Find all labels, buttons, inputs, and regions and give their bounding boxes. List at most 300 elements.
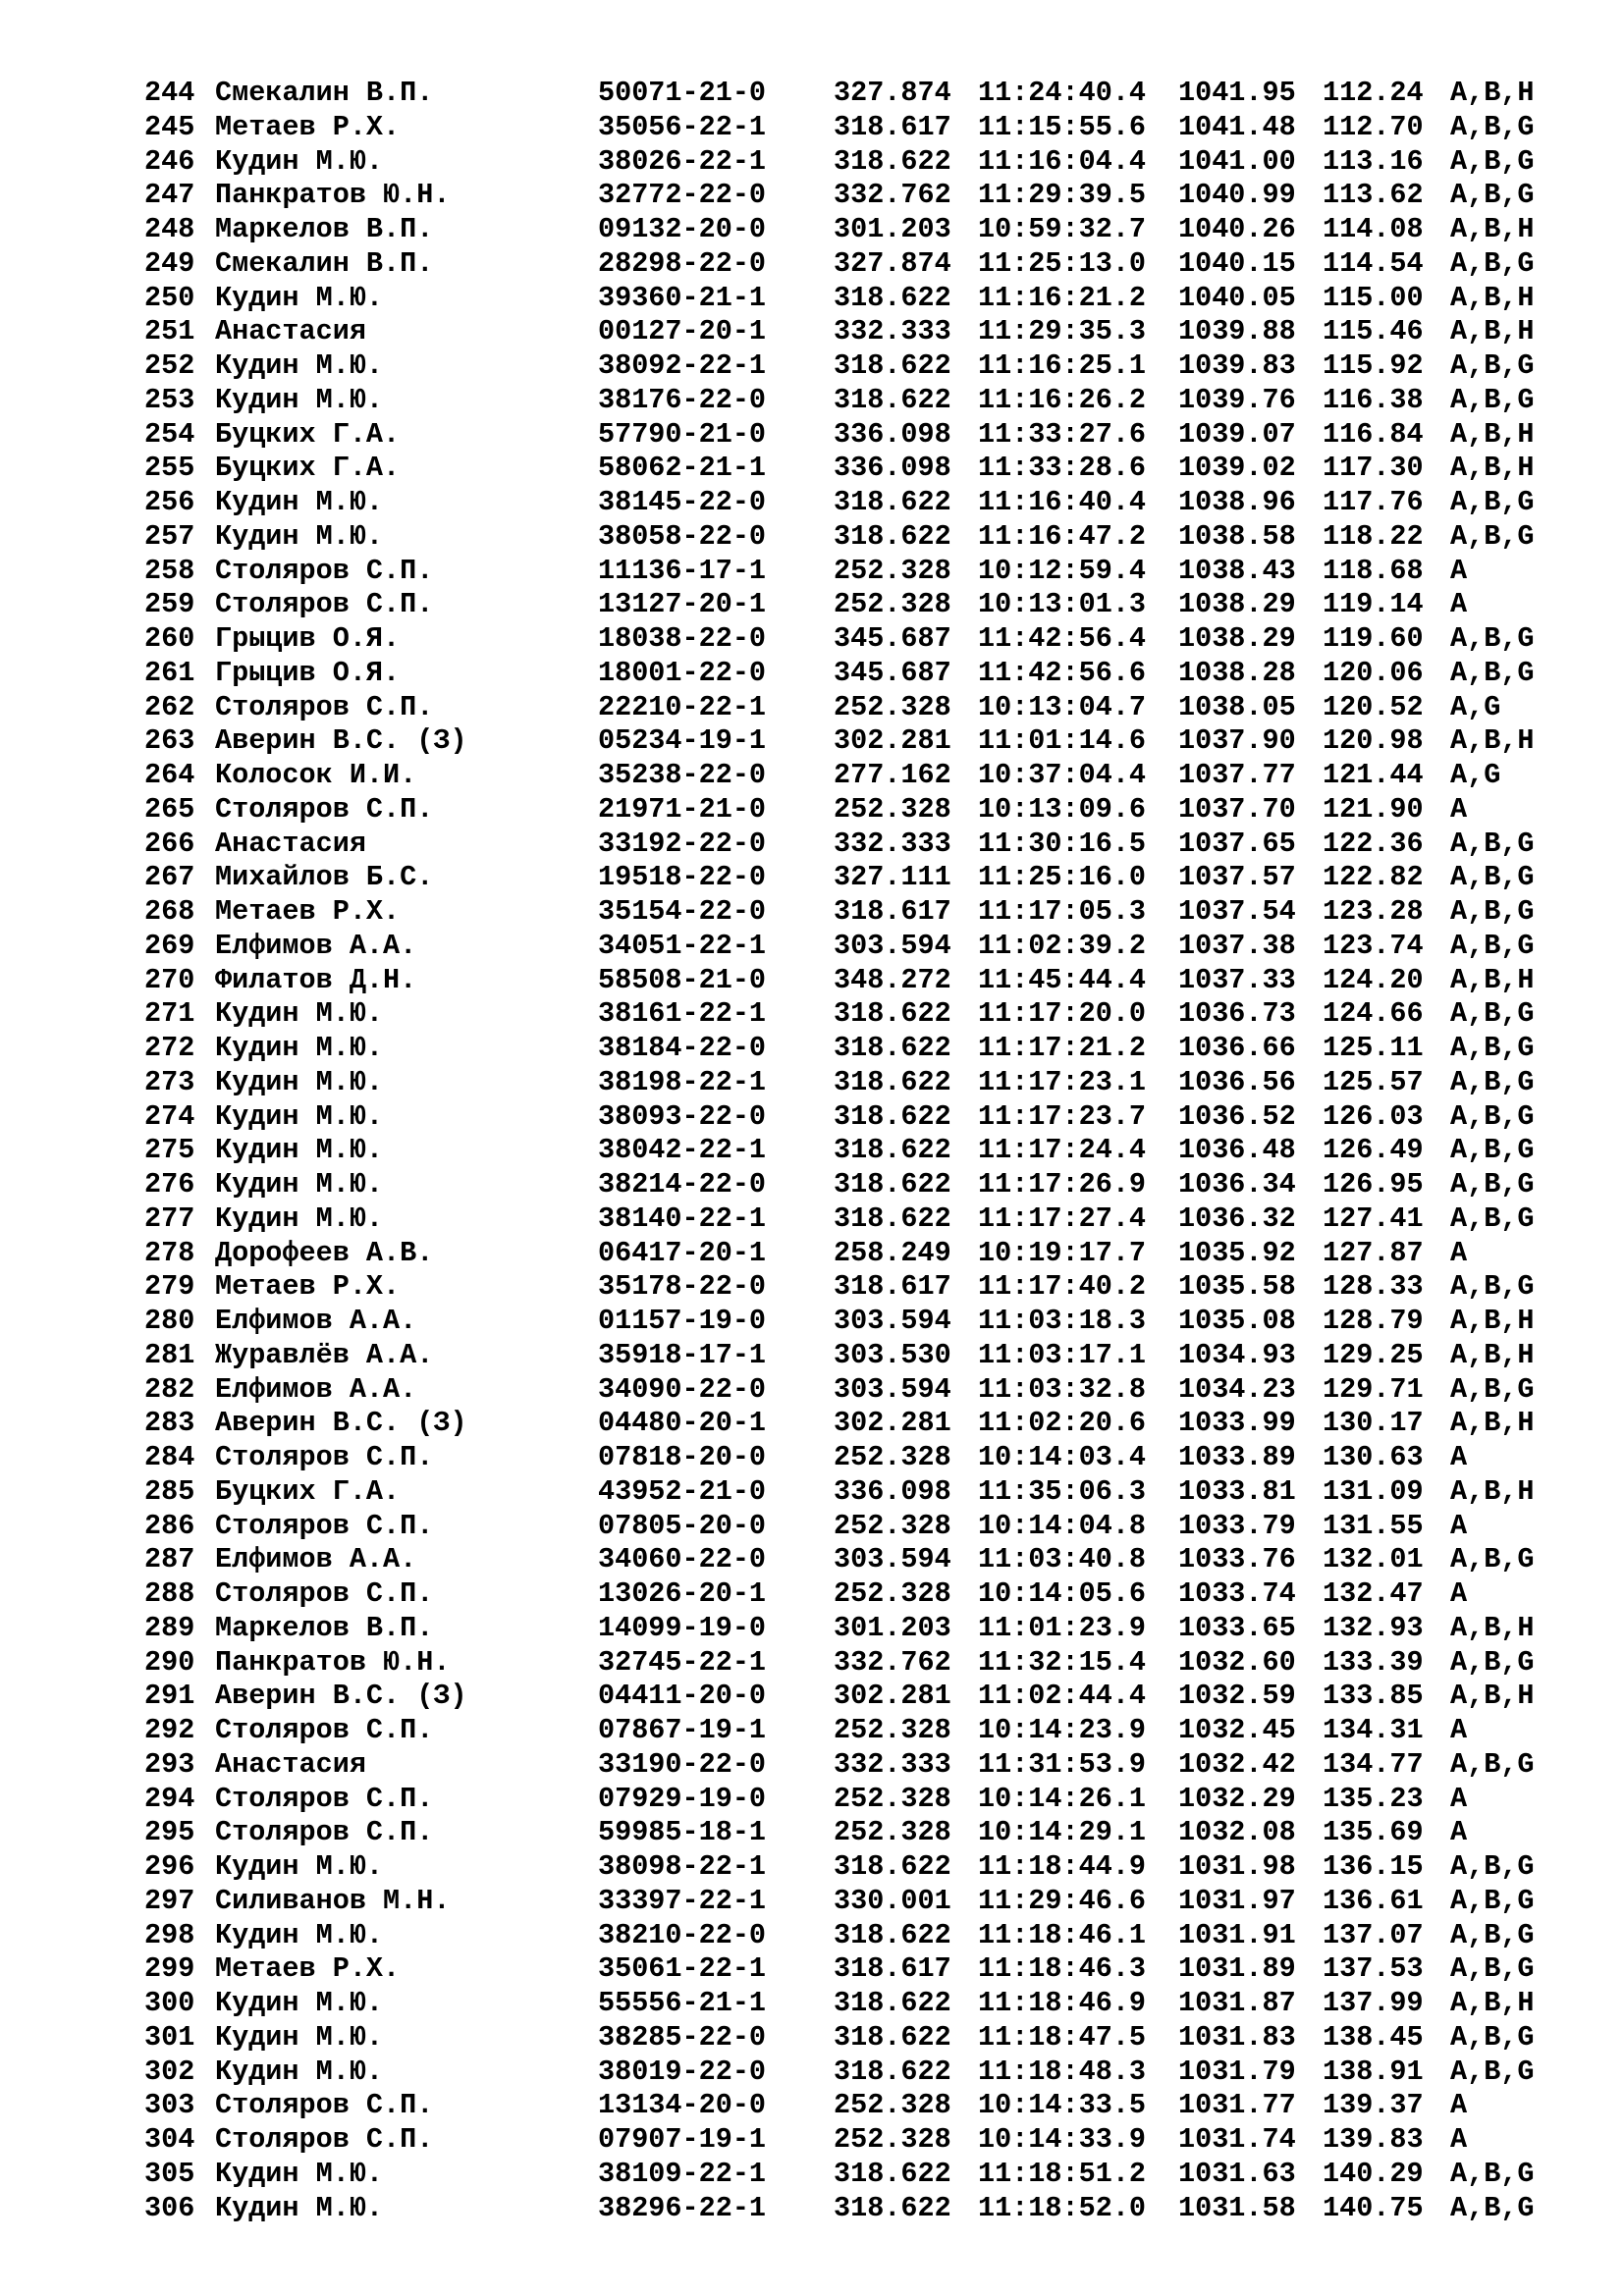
time: 10:59:32.7	[978, 213, 1147, 245]
participant-name: Журавлёв А.А.	[215, 1338, 434, 1371]
record-id: 21971-21-0	[598, 792, 767, 826]
row-number: 264	[144, 759, 195, 791]
record-id: 07867-19-1	[598, 1714, 767, 1746]
participant-name: Кудин М.Ю.	[215, 997, 384, 1031]
record-id: 33192-22-0	[598, 827, 767, 860]
time: 11:15:55.6	[978, 110, 1147, 143]
score-b: 124.66	[1323, 997, 1424, 1031]
participant-name: Анастасия	[215, 1747, 366, 1781]
time: 11:16:40.4	[978, 486, 1147, 518]
score-b: 120.52	[1323, 690, 1424, 723]
value: 318.622	[834, 1918, 951, 1951]
participant-name: Метаев Р.Х.	[215, 1270, 401, 1304]
time: 11:18:47.5	[978, 2020, 1147, 2054]
flags: A,B,G	[1450, 1918, 1535, 1951]
score-a: 1038.43	[1178, 554, 1296, 587]
score-a: 1036.56	[1178, 1065, 1296, 1098]
participant-name: Елфимов А.А.	[215, 929, 417, 962]
score-a: 1037.38	[1178, 929, 1296, 962]
time: 10:14:29.1	[978, 1816, 1147, 1849]
value: 302.281	[834, 1680, 951, 1713]
value: 318.617	[834, 1270, 951, 1304]
time: 11:02:44.4	[978, 1680, 1147, 1713]
score-b: 122.36	[1323, 827, 1424, 860]
value: 332.762	[834, 179, 951, 212]
flags: A,B,G	[1450, 1850, 1535, 1883]
value: 318.622	[834, 1065, 951, 1098]
time: 11:01:23.9	[978, 1611, 1147, 1644]
value: 327.111	[834, 861, 951, 894]
score-a: 1037.90	[1178, 724, 1296, 758]
record-id: 34060-22-0	[598, 1543, 767, 1576]
value: 252.328	[834, 1441, 951, 1473]
row-number: 252	[144, 349, 195, 382]
score-a: 1034.93	[1178, 1338, 1296, 1371]
participant-name: Кудин М.Ю.	[215, 349, 384, 382]
score-b: 130.63	[1323, 1441, 1424, 1473]
score-b: 139.37	[1323, 2089, 1424, 2122]
time: 11:16:25.1	[978, 349, 1147, 382]
row-number: 288	[144, 1577, 195, 1610]
record-id: 43952-21-0	[598, 1474, 767, 1508]
score-b: 115.92	[1323, 349, 1424, 382]
score-a: 1035.08	[1178, 1305, 1296, 1337]
value: 252.328	[834, 2089, 951, 2122]
time: 11:16:26.2	[978, 383, 1147, 416]
score-a: 1031.63	[1178, 2157, 1296, 2190]
record-id: 38161-22-1	[598, 997, 767, 1031]
value: 277.162	[834, 759, 951, 791]
record-id: 28298-22-0	[598, 246, 767, 280]
score-b: 116.38	[1323, 383, 1424, 416]
score-a: 1036.48	[1178, 1134, 1296, 1167]
row-number: 258	[144, 554, 195, 587]
participant-name: Кудин М.Ю.	[215, 1065, 384, 1098]
flags: A,B,G	[1450, 1952, 1535, 1986]
score-b: 123.28	[1323, 895, 1424, 928]
row-number: 268	[144, 895, 195, 928]
score-b: 123.74	[1323, 929, 1424, 962]
participant-name: Кудин М.Ю.	[215, 2157, 384, 2190]
value: 318.622	[834, 486, 951, 518]
value: 327.874	[834, 246, 951, 280]
record-id: 38093-22-0	[598, 1099, 767, 1133]
flags: A,B,G	[1450, 349, 1535, 382]
row-number: 256	[144, 486, 195, 518]
score-a: 1032.08	[1178, 1816, 1296, 1849]
value: 332.762	[834, 1645, 951, 1679]
row-number: 263	[144, 724, 195, 758]
value: 336.098	[834, 417, 951, 451]
flags: A	[1450, 1441, 1468, 1473]
flags: A	[1450, 1816, 1468, 1849]
time: 10:14:26.1	[978, 1782, 1147, 1815]
score-b: 117.76	[1323, 486, 1424, 518]
score-a: 1039.02	[1178, 452, 1296, 485]
flags: A,B,G	[1450, 1099, 1535, 1133]
value: 252.328	[834, 1782, 951, 1815]
record-id: 50071-21-0	[598, 77, 767, 109]
time: 11:16:47.2	[978, 519, 1147, 553]
value: 318.622	[834, 2191, 951, 2224]
time: 11:18:46.9	[978, 1987, 1147, 2019]
record-id: 33190-22-0	[598, 1747, 767, 1781]
flags: A,B,G	[1450, 656, 1535, 689]
score-b: 124.20	[1323, 963, 1424, 996]
value: 302.281	[834, 724, 951, 758]
time: 11:18:52.0	[978, 2191, 1147, 2224]
score-b: 133.85	[1323, 1680, 1424, 1713]
time: 11:30:16.5	[978, 827, 1147, 860]
flags: A,B,H	[1450, 452, 1535, 485]
row-number: 260	[144, 622, 195, 655]
score-a: 1032.29	[1178, 1782, 1296, 1815]
record-id: 07929-19-0	[598, 1782, 767, 1815]
value: 301.203	[834, 213, 951, 245]
participant-name: Столяров С.П.	[215, 1509, 434, 1542]
score-a: 1031.77	[1178, 2089, 1296, 2122]
time: 11:29:46.6	[978, 1884, 1147, 1917]
participant-name: Аверин В.С. (З)	[215, 724, 467, 758]
value: 302.281	[834, 1407, 951, 1440]
score-b: 140.75	[1323, 2191, 1424, 2224]
record-id: 35061-22-1	[598, 1952, 767, 1986]
participant-name: Кудин М.Ю.	[215, 281, 384, 314]
score-a: 1033.76	[1178, 1543, 1296, 1576]
score-b: 138.45	[1323, 2020, 1424, 2054]
time: 11:17:23.7	[978, 1099, 1147, 1133]
row-number: 305	[144, 2157, 195, 2190]
participant-name: Смекалин В.П.	[215, 246, 434, 280]
record-id: 58508-21-0	[598, 963, 767, 996]
score-a: 1033.74	[1178, 1577, 1296, 1610]
score-b: 126.03	[1323, 1099, 1424, 1133]
row-number: 292	[144, 1714, 195, 1746]
value: 345.687	[834, 622, 951, 655]
score-b: 121.90	[1323, 792, 1424, 826]
flags: A	[1450, 1236, 1468, 1269]
flags: A	[1450, 588, 1468, 621]
row-number: 306	[144, 2191, 195, 2224]
participant-name: Михайлов Б.С.	[215, 861, 434, 894]
value: 336.098	[834, 1474, 951, 1508]
value: 345.687	[834, 656, 951, 689]
value: 327.874	[834, 77, 951, 109]
score-b: 136.61	[1323, 1884, 1424, 1917]
row-number: 286	[144, 1509, 195, 1542]
flags: A,B,H	[1450, 1338, 1535, 1371]
time: 10:37:04.4	[978, 759, 1147, 791]
participant-name: Кудин М.Ю.	[215, 144, 384, 178]
score-a: 1033.79	[1178, 1509, 1296, 1542]
record-id: 39360-21-1	[598, 281, 767, 314]
score-a: 1033.89	[1178, 1441, 1296, 1473]
score-a: 1036.66	[1178, 1032, 1296, 1064]
participant-name: Столяров С.П.	[215, 1441, 434, 1473]
score-a: 1038.29	[1178, 588, 1296, 621]
record-id: 07805-20-0	[598, 1509, 767, 1542]
row-number: 271	[144, 997, 195, 1031]
time: 11:31:53.9	[978, 1747, 1147, 1781]
time: 11:42:56.4	[978, 622, 1147, 655]
score-a: 1041.00	[1178, 144, 1296, 178]
row-number: 294	[144, 1782, 195, 1815]
flags: A,B,G	[1450, 622, 1535, 655]
flags: A,B,H	[1450, 315, 1535, 348]
participant-name: Метаев Р.Х.	[215, 895, 401, 928]
participant-name: Елфимов А.А.	[215, 1305, 417, 1337]
participant-name: Маркелов В.П.	[215, 213, 434, 245]
time: 11:03:40.8	[978, 1543, 1147, 1576]
score-a: 1036.52	[1178, 1099, 1296, 1133]
row-number: 259	[144, 588, 195, 621]
participant-name: Кудин М.Ю.	[215, 1168, 384, 1201]
row-number: 270	[144, 963, 195, 996]
score-b: 127.87	[1323, 1236, 1424, 1269]
flags: A,B,G	[1450, 179, 1535, 212]
participant-name: Столяров С.П.	[215, 1782, 434, 1815]
score-a: 1037.57	[1178, 861, 1296, 894]
record-id: 18001-22-0	[598, 656, 767, 689]
record-id: 01157-19-0	[598, 1305, 767, 1337]
record-id: 38198-22-1	[598, 1065, 767, 1098]
time: 11:17:26.9	[978, 1168, 1147, 1201]
record-id: 38210-22-0	[598, 1918, 767, 1951]
score-b: 134.77	[1323, 1747, 1424, 1781]
participant-name: Кудин М.Ю.	[215, 1099, 384, 1133]
flags: A,B,G	[1450, 1201, 1535, 1235]
score-b: 132.01	[1323, 1543, 1424, 1576]
time: 11:45:44.4	[978, 963, 1147, 996]
score-b: 113.62	[1323, 179, 1424, 212]
score-b: 118.68	[1323, 554, 1424, 587]
record-id: 58062-21-1	[598, 452, 767, 485]
score-a: 1040.26	[1178, 213, 1296, 245]
value: 318.622	[834, 349, 951, 382]
time: 11:02:20.6	[978, 1407, 1147, 1440]
flags: A,B,G	[1450, 827, 1535, 860]
value: 318.622	[834, 1987, 951, 2019]
row-number: 261	[144, 656, 195, 689]
record-id: 06417-20-1	[598, 1236, 767, 1269]
record-id: 38019-22-0	[598, 2055, 767, 2088]
participant-name: Панкратов Ю.Н.	[215, 179, 451, 212]
flags: A,B,H	[1450, 281, 1535, 314]
score-a: 1038.96	[1178, 486, 1296, 518]
score-b: 116.84	[1323, 417, 1424, 451]
score-b: 114.54	[1323, 246, 1424, 280]
time: 11:18:51.2	[978, 2157, 1147, 2190]
time: 11:25:16.0	[978, 861, 1147, 894]
record-id: 35918-17-1	[598, 1338, 767, 1371]
record-id: 35056-22-1	[598, 110, 767, 143]
value: 332.333	[834, 1747, 951, 1781]
row-number: 276	[144, 1168, 195, 1201]
row-number: 266	[144, 827, 195, 860]
time: 11:17:24.4	[978, 1134, 1147, 1167]
score-b: 129.25	[1323, 1338, 1424, 1371]
value: 318.622	[834, 1850, 951, 1883]
participant-name: Грыцив О.Я.	[215, 656, 401, 689]
time: 11:18:48.3	[978, 2055, 1147, 2088]
score-a: 1036.34	[1178, 1168, 1296, 1201]
score-b: 135.69	[1323, 1816, 1424, 1849]
row-number: 301	[144, 2020, 195, 2054]
row-number: 254	[144, 417, 195, 451]
score-a: 1039.07	[1178, 417, 1296, 451]
value: 252.328	[834, 792, 951, 826]
value: 318.622	[834, 1099, 951, 1133]
time: 11:18:46.3	[978, 1952, 1147, 1986]
score-b: 119.14	[1323, 588, 1424, 621]
participant-name: Столяров С.П.	[215, 588, 434, 621]
record-id: 32745-22-1	[598, 1645, 767, 1679]
score-a: 1037.33	[1178, 963, 1296, 996]
score-a: 1031.83	[1178, 2020, 1296, 2054]
score-a: 1035.58	[1178, 1270, 1296, 1304]
row-number: 295	[144, 1816, 195, 1849]
row-number: 299	[144, 1952, 195, 1986]
score-a: 1031.98	[1178, 1850, 1296, 1883]
flags: A	[1450, 2089, 1468, 2122]
row-number: 273	[144, 1065, 195, 1098]
flags: A,B,G	[1450, 2157, 1535, 2190]
value: 336.098	[834, 452, 951, 485]
score-b: 121.44	[1323, 759, 1424, 791]
row-number: 300	[144, 1987, 195, 2019]
value: 252.328	[834, 1816, 951, 1849]
flags: A,B,G	[1450, 1645, 1535, 1679]
record-id: 14099-19-0	[598, 1611, 767, 1644]
score-a: 1031.91	[1178, 1918, 1296, 1951]
value: 252.328	[834, 1509, 951, 1542]
value: 318.622	[834, 2157, 951, 2190]
row-number: 287	[144, 1543, 195, 1576]
time: 10:14:05.6	[978, 1577, 1147, 1610]
record-id: 38184-22-0	[598, 1032, 767, 1064]
flags: A	[1450, 554, 1468, 587]
flags: A,B,H	[1450, 1474, 1535, 1508]
flags: A	[1450, 1782, 1468, 1815]
record-id: 38176-22-0	[598, 383, 767, 416]
participant-name: Столяров С.П.	[215, 1714, 434, 1746]
time: 11:32:15.4	[978, 1645, 1147, 1679]
participant-name: Кудин М.Ю.	[215, 383, 384, 416]
time: 11:25:13.0	[978, 246, 1147, 280]
time: 11:42:56.6	[978, 656, 1147, 689]
score-a: 1032.59	[1178, 1680, 1296, 1713]
value: 303.530	[834, 1338, 951, 1371]
record-id: 00127-20-1	[598, 315, 767, 348]
value: 318.617	[834, 895, 951, 928]
score-b: 112.70	[1323, 110, 1424, 143]
flags: A,B,G	[1450, 519, 1535, 553]
score-b: 138.91	[1323, 2055, 1424, 2088]
row-number: 244	[144, 77, 195, 109]
score-a: 1031.74	[1178, 2123, 1296, 2156]
value: 252.328	[834, 1577, 951, 1610]
row-number: 298	[144, 1918, 195, 1951]
score-b: 126.49	[1323, 1134, 1424, 1167]
time: 11:17:20.0	[978, 997, 1147, 1031]
score-b: 135.23	[1323, 1782, 1424, 1815]
time: 11:35:06.3	[978, 1474, 1147, 1508]
value: 301.203	[834, 1611, 951, 1644]
row-number: 280	[144, 1305, 195, 1337]
score-a: 1041.48	[1178, 110, 1296, 143]
record-id: 38285-22-0	[598, 2020, 767, 2054]
record-id: 19518-22-0	[598, 861, 767, 894]
row-number: 284	[144, 1441, 195, 1473]
value: 258.249	[834, 1236, 951, 1269]
row-number: 304	[144, 2123, 195, 2156]
score-b: 139.83	[1323, 2123, 1424, 2156]
score-a: 1031.89	[1178, 1952, 1296, 1986]
value: 318.622	[834, 383, 951, 416]
time: 11:17:23.1	[978, 1065, 1147, 1098]
row-number: 249	[144, 246, 195, 280]
score-a: 1031.79	[1178, 2055, 1296, 2088]
time: 11:17:27.4	[978, 1201, 1147, 1235]
row-number: 289	[144, 1611, 195, 1644]
participant-name: Кудин М.Ю.	[215, 1201, 384, 1235]
score-a: 1040.15	[1178, 246, 1296, 280]
flags: A	[1450, 2123, 1468, 2156]
score-a: 1033.99	[1178, 1407, 1296, 1440]
participant-name: Буцких Г.А.	[215, 1474, 401, 1508]
score-a: 1038.58	[1178, 519, 1296, 553]
score-a: 1039.83	[1178, 349, 1296, 382]
record-id: 35178-22-0	[598, 1270, 767, 1304]
flags: A	[1450, 1509, 1468, 1542]
record-id: 13026-20-1	[598, 1577, 767, 1610]
time: 11:29:35.3	[978, 315, 1147, 348]
flags: A,B,H	[1450, 213, 1535, 245]
flags: A,B,G	[1450, 1270, 1535, 1304]
participant-name: Столяров С.П.	[215, 1816, 434, 1849]
flags: A,B,G	[1450, 861, 1535, 894]
time: 10:14:03.4	[978, 1441, 1147, 1473]
participant-name: Кудин М.Ю.	[215, 1134, 384, 1167]
participant-name: Буцких Г.А.	[215, 452, 401, 485]
participant-name: Кудин М.Ю.	[215, 1987, 384, 2019]
row-number: 303	[144, 2089, 195, 2122]
participant-name: Дорофеев А.В.	[215, 1236, 434, 1269]
value: 318.622	[834, 1201, 951, 1235]
participant-name: Маркелов В.П.	[215, 1611, 434, 1644]
row-number: 281	[144, 1338, 195, 1371]
record-id: 09132-20-0	[598, 213, 767, 245]
flags: A,B,H	[1450, 417, 1535, 451]
time: 10:13:09.6	[978, 792, 1147, 826]
record-id: 35238-22-0	[598, 759, 767, 791]
time: 11:18:46.1	[978, 1918, 1147, 1951]
record-id: 22210-22-1	[598, 690, 767, 723]
time: 11:16:21.2	[978, 281, 1147, 314]
row-number: 251	[144, 315, 195, 348]
value: 318.622	[834, 519, 951, 553]
flags: A,B,G	[1450, 2191, 1535, 2224]
score-a: 1039.88	[1178, 315, 1296, 348]
score-a: 1038.28	[1178, 656, 1296, 689]
time: 11:02:39.2	[978, 929, 1147, 962]
flags: A,B,G	[1450, 144, 1535, 178]
flags: A,B,G	[1450, 1168, 1535, 1201]
participant-name: Силиванов М.Н.	[215, 1884, 451, 1917]
row-number: 257	[144, 519, 195, 553]
time: 11:33:27.6	[978, 417, 1147, 451]
time: 11:03:17.1	[978, 1338, 1147, 1371]
